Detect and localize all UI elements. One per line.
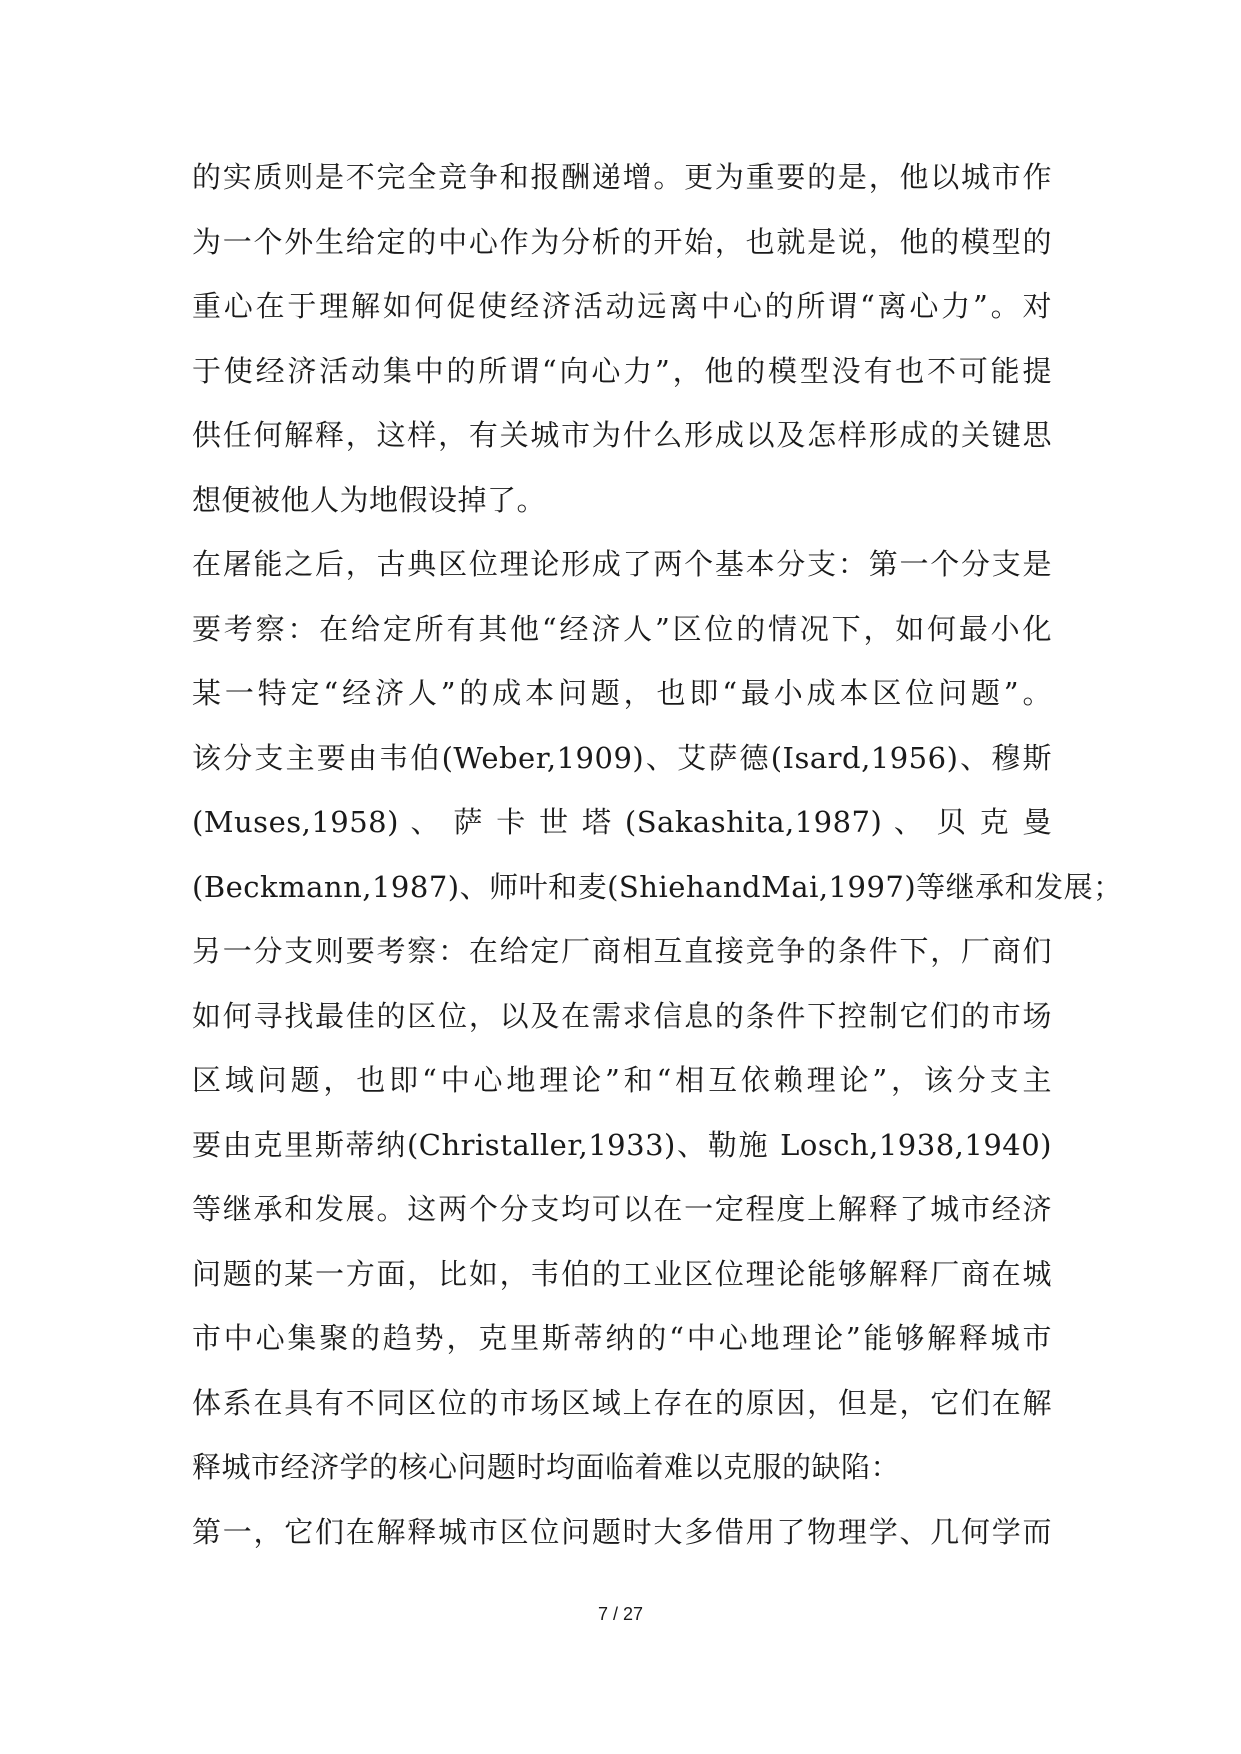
text-line: 区域问题，也即“中心地理论”和“相互依赖理论”，该分支主	[192, 1063, 1052, 1097]
text-line: 等继承和发展。这两个分支均可以在一定程度上解释了城市经济	[192, 1192, 1052, 1226]
text-line: 的实质则是不完全竞争和报酬递增。更为重要的是，他以城市作	[192, 160, 1052, 194]
text-line: 释城市经济学的核心问题时均面临着难以克服的缺陷：	[192, 1450, 901, 1484]
text-line: (Beckmann,1987)、师叶和麦(ShiehandMai,1997)等继承和发展；	[192, 869, 1123, 904]
page-number: 7 / 27	[597, 1604, 644, 1624]
text-line: 供任何解释，这样，有关城市为什么形成以及怎样形成的关键思	[192, 418, 1052, 452]
text-line: 要由克里斯蒂纳(Christaller,1933)、勒施 Losch,1938,1940)	[192, 1127, 1052, 1162]
text-line: 体系在具有不同区位的市场区域上存在的原因，但是，它们在解	[192, 1385, 1052, 1420]
text-line: 于使经济活动集中的所谓“向心力”，他的模型没有也不可能提	[192, 353, 1052, 388]
text-line: 某一特定“经济人”的成本问题，也即“最小成本区位问题”。	[192, 676, 1052, 710]
text-line: 第一，它们在解释城市区位问题时大多借用了物理学、几何学而	[192, 1514, 1052, 1549]
text-line: 要考察：在给定所有其他“经济人”区位的情况下，如何最小化	[192, 611, 1052, 646]
text-line: 如何寻找最佳的区位，以及在需求信息的条件下控制它们的市场	[192, 998, 1052, 1033]
body-text	[192, 159, 1123, 1578]
text-line: 重心在于理解如何促使经济活动远离中心的所谓“离心力”。对	[192, 289, 1052, 323]
text-line: 想便被他人为地假设掉了。	[192, 482, 547, 517]
text-line: (Muses,1958) 、 萨 卡 世 塔 (Sakashita,1987) 、 贝 克 曼	[192, 805, 1052, 839]
text-line: 市中心集聚的趋势，克里斯蒂纳的“中心地理论”能够解释城市	[192, 1321, 1052, 1355]
text-line: 另一分支则要考察：在给定厂商相互直接竞争的条件下，厂商们	[192, 934, 1052, 968]
text-line: 问题的某一方面，比如，韦伯的工业区位理论能够解释厂商在城	[192, 1256, 1052, 1291]
text-line: 在屠能之后，古典区位理论形成了两个基本分支：第一个分支是	[192, 547, 1052, 581]
text-line: 为一个外生给定的中心作为分析的开始，也就是说，他的模型的	[192, 224, 1052, 259]
text-line: 该分支主要由韦伯(Weber,1909)、艾萨德(Isard,1956)、穆斯	[192, 740, 1052, 775]
